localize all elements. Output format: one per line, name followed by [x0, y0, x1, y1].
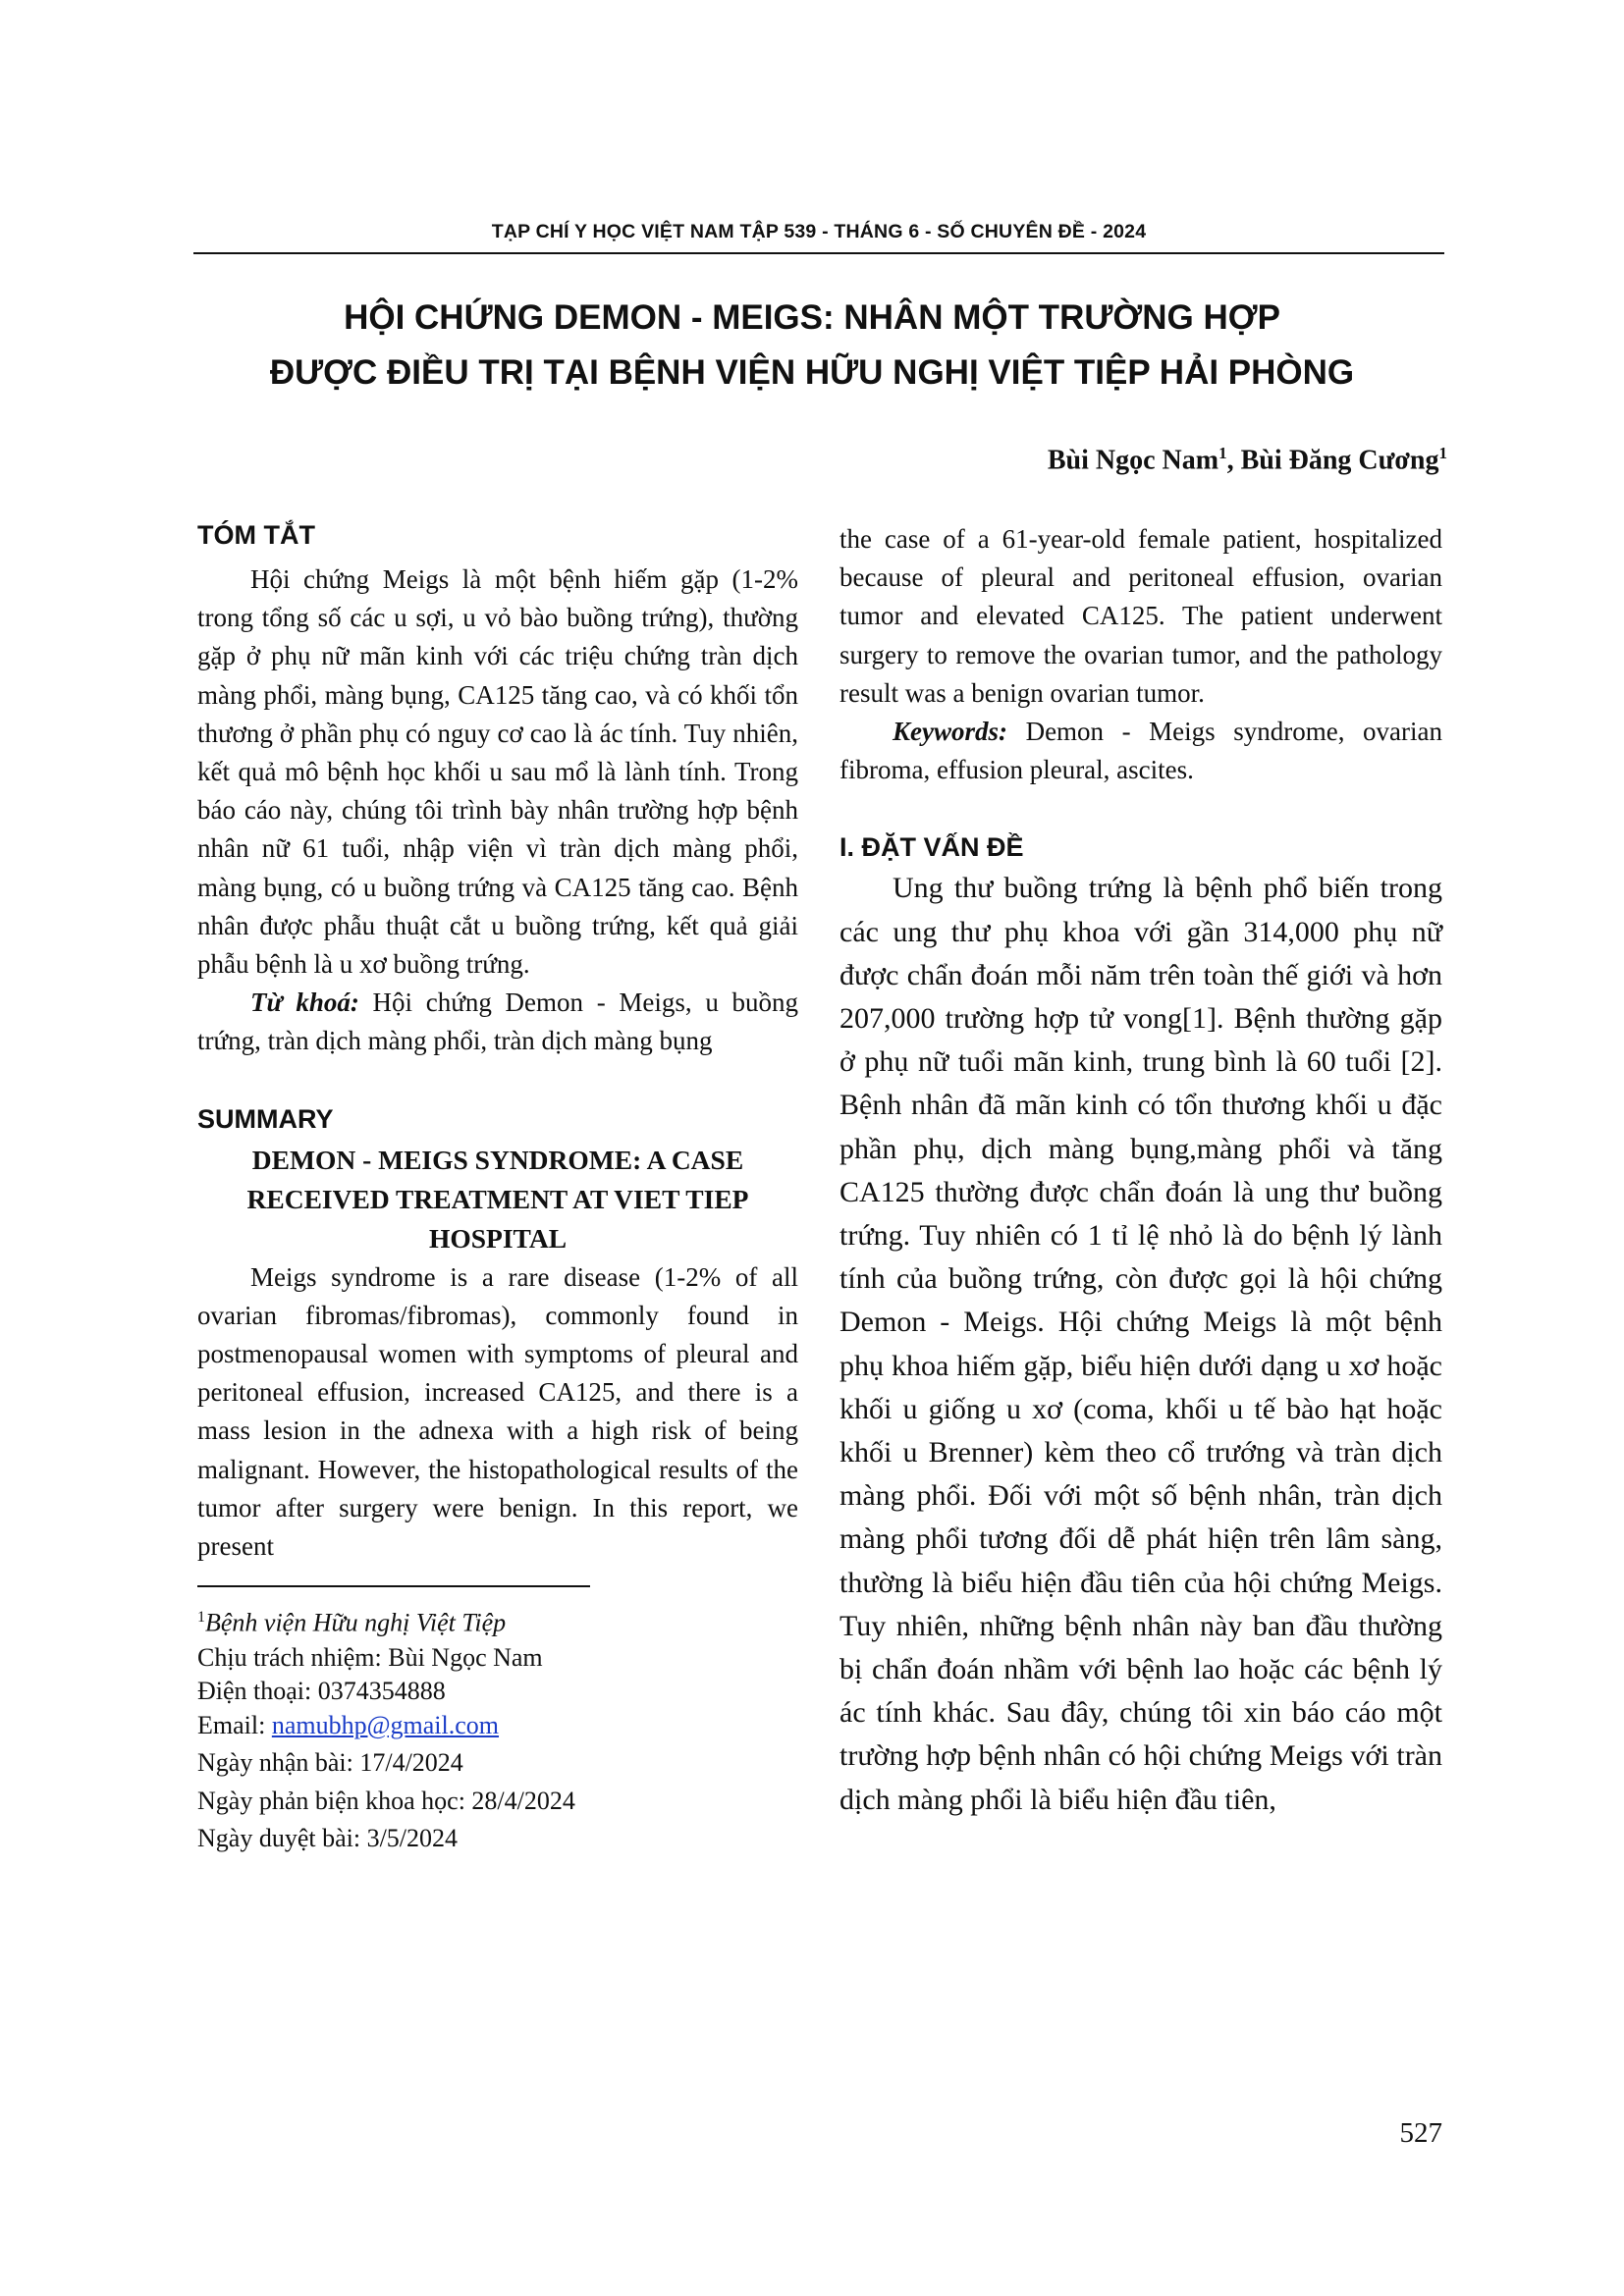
summary-title-line: HOSPITAL [428, 1222, 568, 1254]
abstract-keywords [197, 984, 798, 1060]
article-title [147, 291, 1477, 400]
abstract-heading: TÓM TẮT [197, 520, 315, 550]
author-affiliation-mark: 1 [1438, 444, 1447, 462]
journal-header: TẠP CHÍ Y HỌC VIỆT NAM TẬP 539 - THÁNG 6 - SỐ CHUYÊN ĐỀ - 2024 [491, 221, 1147, 242]
summary-body: Meigs syndrome is a rare disease (1-2% of all ovarian fibromas/fibromas), commonly found in postmenopausal women with symptoms of pleural and peritoneal effusion, increased CA125, and there is a mass lesion in the adnexa with a high risk of being malignant. However, the histopathological results of the tumor after surgery were benign. In this report, we present [197, 1261, 798, 1562]
email-label: Email: [197, 1710, 272, 1739]
abstract-body: Hội chứng Meigs là một bệnh hiếm gặp (1-2% trong tổng số các u sợi, u vỏ bào buồng trứng), thường gặp ở phụ nữ mãn kinh với các triệu chứng tràn dịch màng phổi, màng bụng, CA125 tăng cao, và có khối tổn thương ở phần phụ có nguy cơ cao là ác tính. Tuy nhiên, kết quả mô bệnh học khối u sau mổ là lành tính. Trong báo cáo này, chúng tôi trình bày nhân trường hợp bệnh nhân nữ 61 tuổi, nhập viện vì tràn dịch màng phổi, màng bụng, có u buồng trứng và CA125 tăng cao. Bệnh nhân được phẫu thuật cắt u buồng trứng, kết quả giải phẫu bệnh là u xơ buồng trứng. [197, 564, 798, 980]
author-name: Bùi Đăng Cương [1240, 445, 1439, 476]
footnote-reviewed: Ngày phản biện khoa học: 28/4/2024 [197, 1786, 575, 1815]
left-column [197, 520, 798, 1856]
author-affiliation-mark: 1 [1218, 444, 1227, 462]
page-number: 527 [1399, 2117, 1442, 2149]
footnote-phone: Điện thoại: 0374354888 [197, 1677, 446, 1706]
summary-heading: SUMMARY [197, 1103, 334, 1134]
footnote-affiliation [197, 1601, 798, 1640]
summary-body-continued: the case of a 61-year-old female patient, hospitalized because of pleural and peritoneal effusion, ovarian tumor and elevated CA125. The patient underwent surgery to remove the ovarian tumor, and the pathology result was a benign ovarian tumor. [839, 524, 1442, 708]
summary-keywords [839, 713, 1442, 789]
summary-title-line: DEMON - MEIGS SYNDROME: A CASE [251, 1144, 744, 1175]
right-column [839, 520, 1442, 1822]
footnote-accepted: Ngày duyệt bài: 3/5/2024 [197, 1824, 459, 1853]
keywords-label: Keywords: [893, 717, 1007, 747]
email-link[interactable]: namubhp@gmail.com [271, 1710, 500, 1739]
author-list: Bùi Ngọc Nam$^1$, Bùi Đăng Cương$^1$ [1047, 444, 1447, 476]
affiliation-name: Bệnh viện Hữu nghị Việt Tiệp [205, 1608, 507, 1637]
footnote-email [197, 1709, 798, 1743]
summary-title-line: RECEIVED TREATMENT AT VIET TIEP [246, 1183, 749, 1214]
header-rule [193, 252, 1444, 254]
footnote-responsible: Chịu trách nhiệm: Bùi Ngọc Nam [197, 1642, 543, 1672]
footnote-mark: 1 [197, 1609, 205, 1627]
footnote-rule [197, 1585, 590, 1587]
keywords-text: Demon - Meigs syndrome, ovarian fibroma, effusion pleural, ascites. [839, 717, 1442, 785]
keywords-text: Hội chứng Demon - Meigs, u buồng trứng, tràn dịch màng phổi, tràn dịch màng bụng [197, 988, 799, 1056]
summary-title [197, 1141, 798, 1258]
section-heading: I. ĐẶT VẤN ĐỀ [839, 832, 1024, 863]
author-name: Bùi Ngọc Nam [1047, 445, 1219, 476]
title-line-2: ĐƯỢC ĐIỀU TRỊ TẠI BỆNH VIỆN HỮU NGHỊ VIỆT TIỆP HẢI PHÒNG [269, 353, 1355, 392]
title-line-1: HỘI CHỨNG DEMON - MEIGS: NHÂN MỘT TRƯỜNG HỢP [344, 298, 1280, 337]
keywords-label: Từ khoá: [250, 988, 359, 1018]
section-body: Ung thư buồng trứng là bệnh phổ biến trong các ung thư phụ khoa với gần 314,000 phụ nữ được chẩn đoán mỗi năm trên toàn thế giới và hơn 207,000 trường hợp tử vong[1]. Bệnh thường gặp ở phụ nữ tuổi mãn kinh, trung bình là 60 tuổi [2]. Bệnh nhân đã mãn kinh có tổn thương khối u đặc phần phụ, dịch màng bụng,màng phổi và tăng CA125 thường được chẩn đoán là ung thư buồng trứng. Tuy nhiên có 1 tỉ lệ nhỏ là do bệnh lý lành tính của buồng trứng, còn được gọi là hội chứng Demon - Meigs. Hội chứng Meigs là một bệnh phụ khoa hiếm gặp, biểu hiện dưới dạng u xơ hoặc khối u giống u xơ (coma, khối u tế bào hạt hoặc khối u Brenner) kèm theo cổ trướng và tràn dịch màng phổi. Đối với một số bệnh nhân, tràn dịch màng phổi tương đối dễ phát hiện trên lâm sàng, thường là biểu hiện đầu tiên của hội chứng Meigs. Tuy nhiên, những bệnh nhân này ban đầu thường bị chẩn đoán nhầm với bệnh lao hoặc các bệnh lý ác tính khác. Sau đây, chúng tôi xin báo cáo một trường hợp bệnh nhân có hội chứng Meigs với tràn dịch màng phổi là biểu hiện đầu tiên, [839, 872, 1442, 1816]
footnote-received: Ngày nhận bài: 17/4/2024 [197, 1748, 463, 1778]
